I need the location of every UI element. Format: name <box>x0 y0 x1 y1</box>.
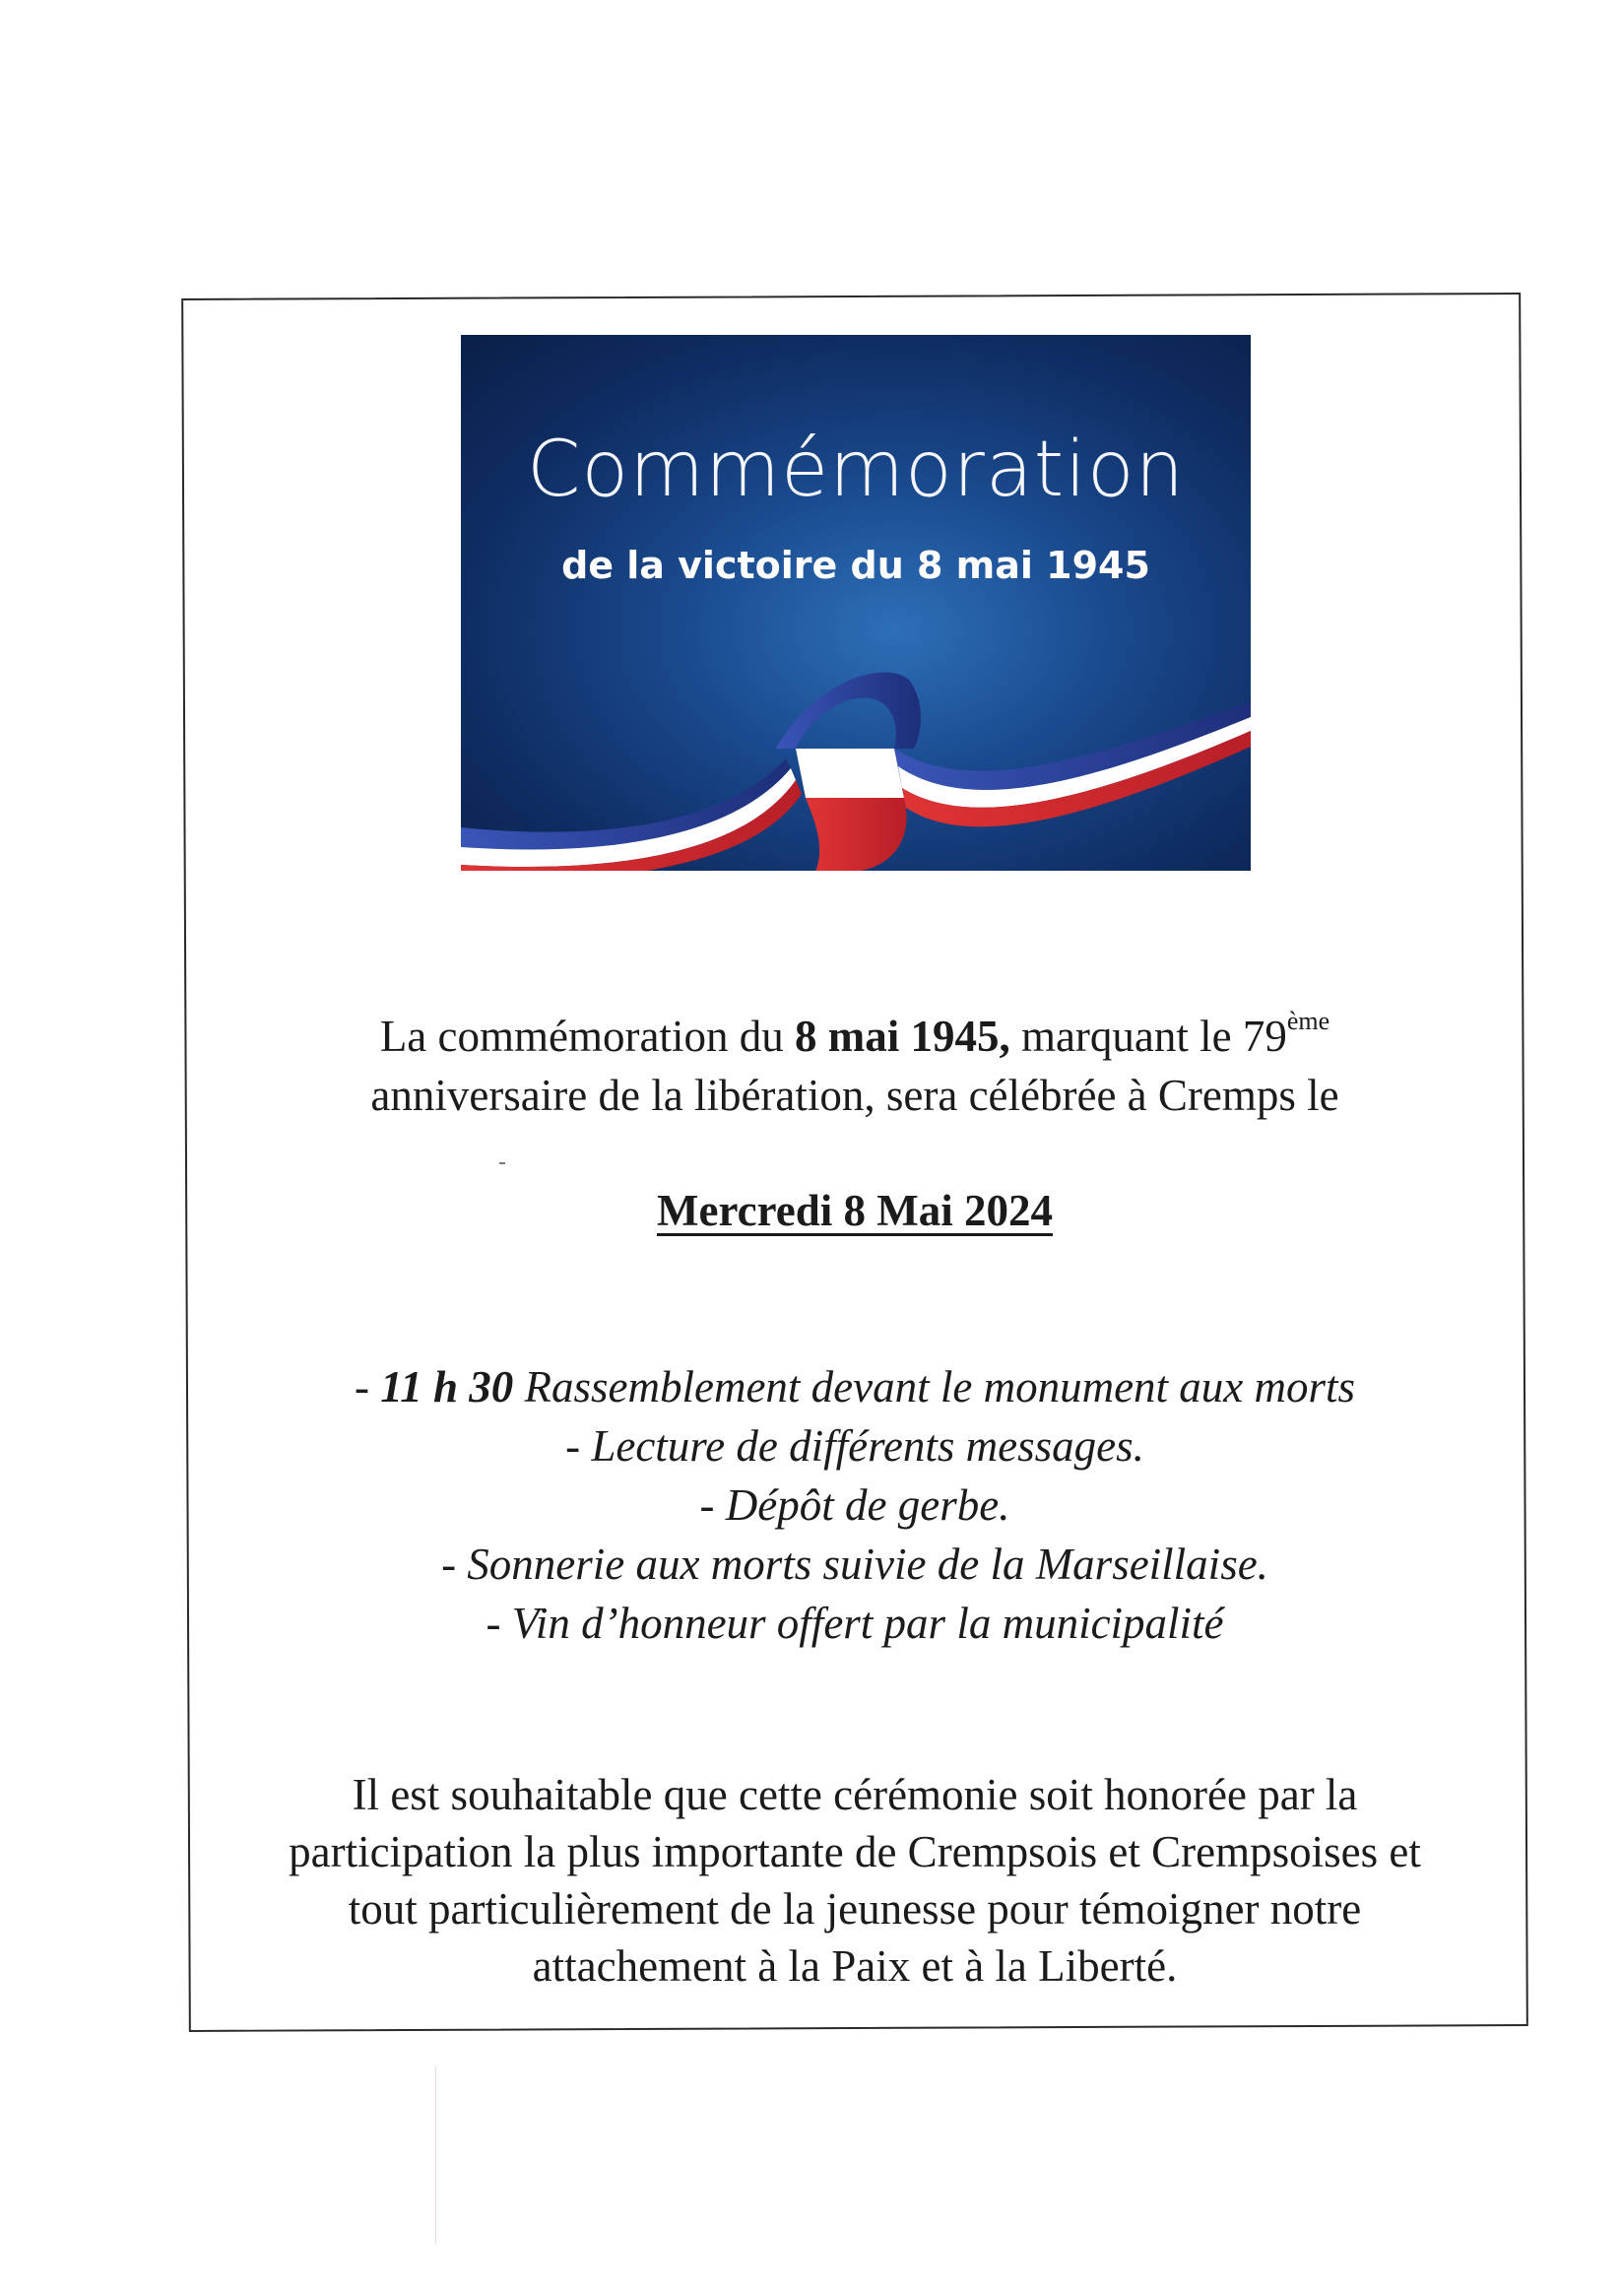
program-item: - Sonnerie aux morts suivie de la Marseillaise. <box>441 1540 1268 1589</box>
intro-line-2: anniversaire de la libération, sera célébrée à Cremps le <box>370 1071 1339 1120</box>
tricolor-ribbon-icon <box>461 335 1251 871</box>
intro-part1: La commémoration du <box>379 1012 795 1061</box>
scan-artifact-line <box>435 2066 436 2244</box>
program-first-text: Rassemblement devant le monument aux morts <box>513 1362 1356 1411</box>
program-first-time: 11 h 30 <box>380 1362 514 1411</box>
program-item: - Dépôt de gerbe. <box>699 1480 1010 1530</box>
program-first-prefix: - <box>354 1362 381 1411</box>
program-item: - Lecture de différents messages. <box>565 1421 1144 1471</box>
event-date <box>185 1185 1524 1236</box>
program-item: - Vin d’honneur offert par la municipalité <box>486 1599 1224 1648</box>
event-date-text: Mercredi 8 Mai 2024 <box>657 1186 1053 1235</box>
intro-superscript: ème <box>1286 1007 1330 1035</box>
banner-subtitle: de la victoire du 8 mai 1945 <box>561 544 1150 587</box>
banner-title: Commémoration <box>526 426 1186 514</box>
commemoration-banner <box>461 335 1251 871</box>
closing-line: attachement à la Paix et à la Liberté. <box>532 1941 1178 1991</box>
closing-line: Il est souhaitable que cette cérémonie soit honorée par la <box>352 1770 1358 1819</box>
stray-mark <box>499 1162 505 1164</box>
intro-line-1 <box>185 1007 1524 1066</box>
closing-line: participation la plus importante de Crempsois et Crempsoises et <box>289 1827 1421 1876</box>
intro-bold-date: 8 mai 1945, <box>794 1012 1010 1061</box>
program-list <box>185 1357 1524 1653</box>
intro-part2: marquant le 79 <box>1009 1012 1287 1061</box>
closing-line: tout particulièrement de la jeunesse pour témoigner notre <box>348 1884 1362 1934</box>
intro-paragraph <box>185 1007 1524 1125</box>
closing-paragraph <box>185 1766 1524 1995</box>
program-item-first <box>185 1357 1524 1416</box>
